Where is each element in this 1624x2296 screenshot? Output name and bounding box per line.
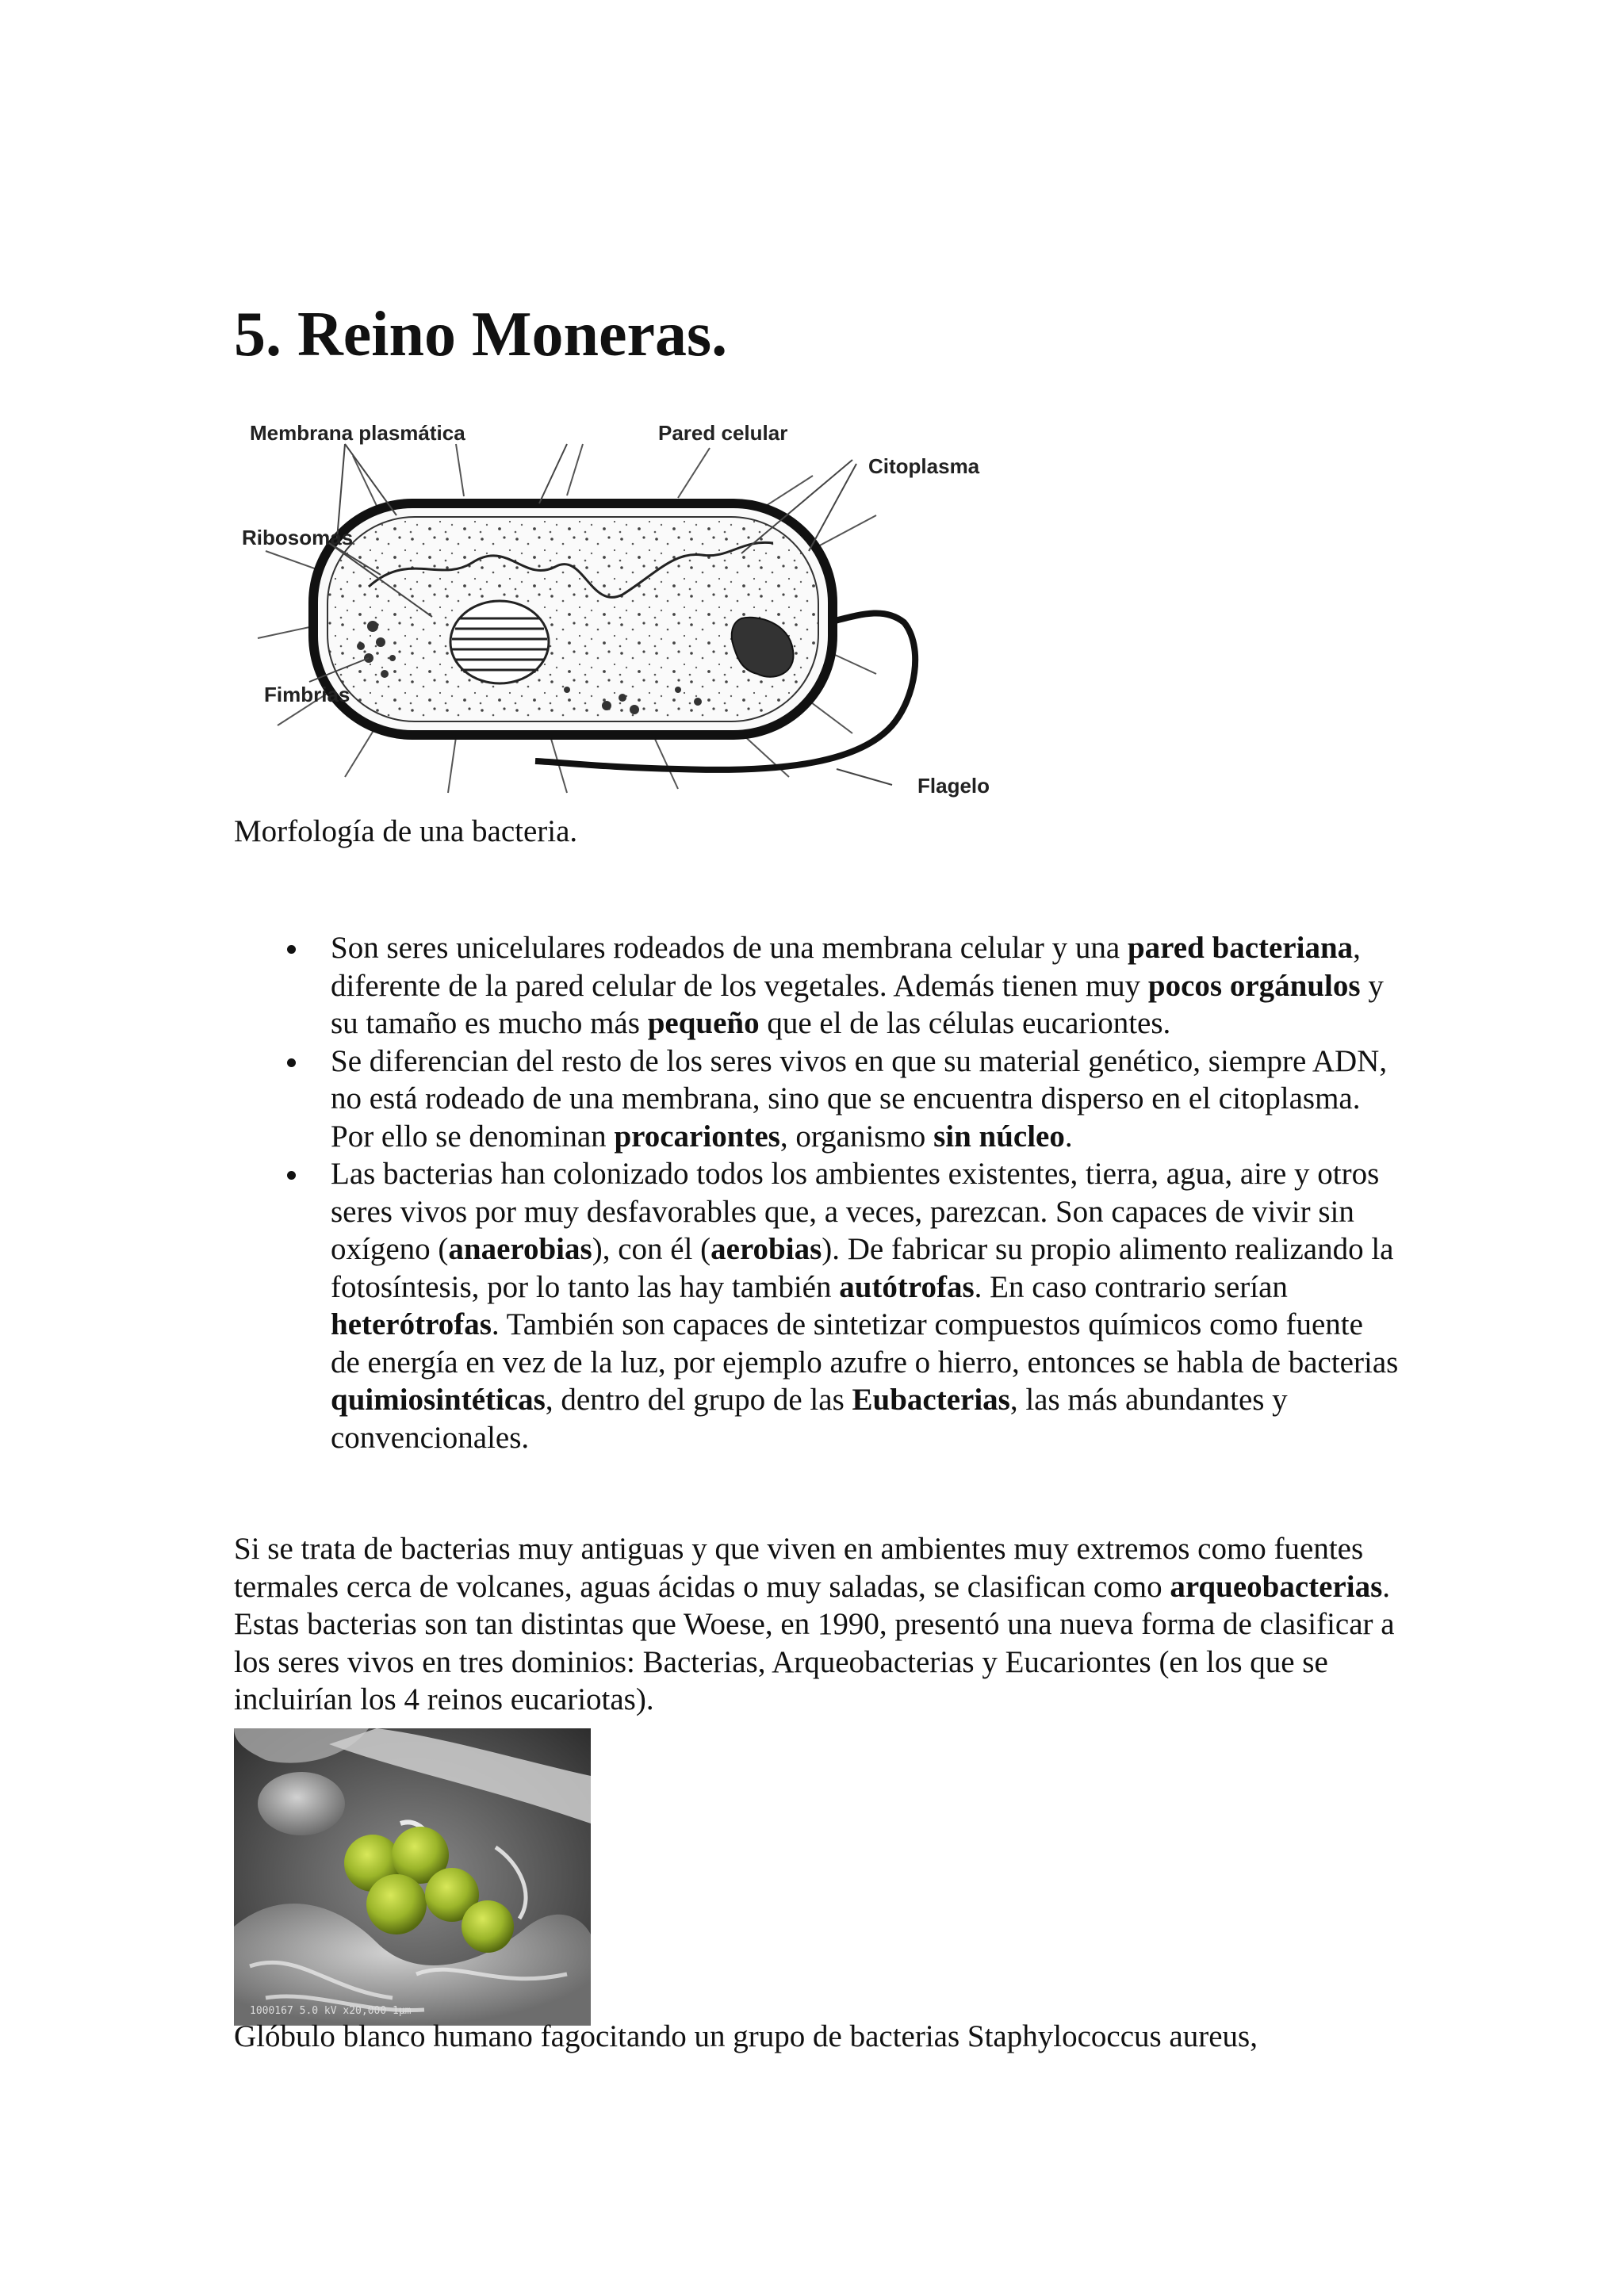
micrograph-caption: Glóbulo blanco humano fagocitando un grupo de bacterias Staphylococcus aureus,	[234, 2019, 1258, 2053]
bullet-list	[234, 929, 1400, 1456]
page-title: 5. Reino Moneras.	[234, 300, 728, 369]
label-flagelo: Flagelo	[917, 774, 990, 798]
label-membrana-plasmatica: Membrana plasmática	[250, 421, 465, 445]
list-item: Son seres unicelulares rodeados de una membrana celular y una pared bacteriana, diferente de la pared celular de los vegetales. Además tienen muy pocos orgánulos y su tamaño es mucho más pequeño que el de las células eucariontes.	[234, 929, 1400, 1043]
list-item: Se diferencian del resto de los seres vivos en que su material genético, siempre ADN, no está rodeado de una membrana, sino que se encuentra disperso en el citoplasma. Por ello se denominan procariontes, organismo sin núcleo.	[234, 1043, 1400, 1156]
mesosome	[450, 601, 549, 683]
body-paragraph: Si se trata de bacterias muy antiguas y que viven en ambientes muy extremos como fuentes termales cerca de volcanes, aguas ácidas o muy saladas, se clasifican como arqueobacterias. Estas bacterias son tan distintas que Woese, en 1990, presentó una nueva forma de clasificar a los seres vivos en tres dominios: Bacterias, Arqueobacterias y Eucariontes (en los que se incluirían los 4 reinos eucariotas).	[234, 1532, 1395, 1716]
bacteria-diagram	[234, 420, 1027, 809]
micrograph-image	[234, 1728, 591, 2026]
list-item: Las bacterias han colonizado todos los ambientes existentes, tierra, agua, aire y otros seres vivos por muy desfavorables que, a veces, parezcan. Son capaces de vivir sin oxígeno (anaerobias), con él (aerobias). De fabricar su propio alimento realizando la fotosíntesis, por lo tanto las hay también autótrofas. En caso contrario serían heterótrofas. También son capaces de sintetizar compuestos químicos como fuente de energía en vez de la luz, por ejemplo azufre o hierro, entonces se habla de bacterias quimiosintéticas, dentro del grupo de las Eubacterias, las más abundantes y convencionales.	[234, 1155, 1400, 1456]
label-citoplasma: Citoplasma	[868, 454, 980, 478]
label-pared-celular: Pared celular	[658, 421, 788, 445]
label-fimbrias: Fimbrias	[264, 683, 350, 706]
label-ribosomas: Ribosomas	[242, 526, 354, 549]
diagram-caption: Morfología de una bacteria.	[234, 814, 578, 848]
micrograph-scale-text: 1000167 5.0 kV x20,000 1µm	[250, 2005, 412, 2017]
